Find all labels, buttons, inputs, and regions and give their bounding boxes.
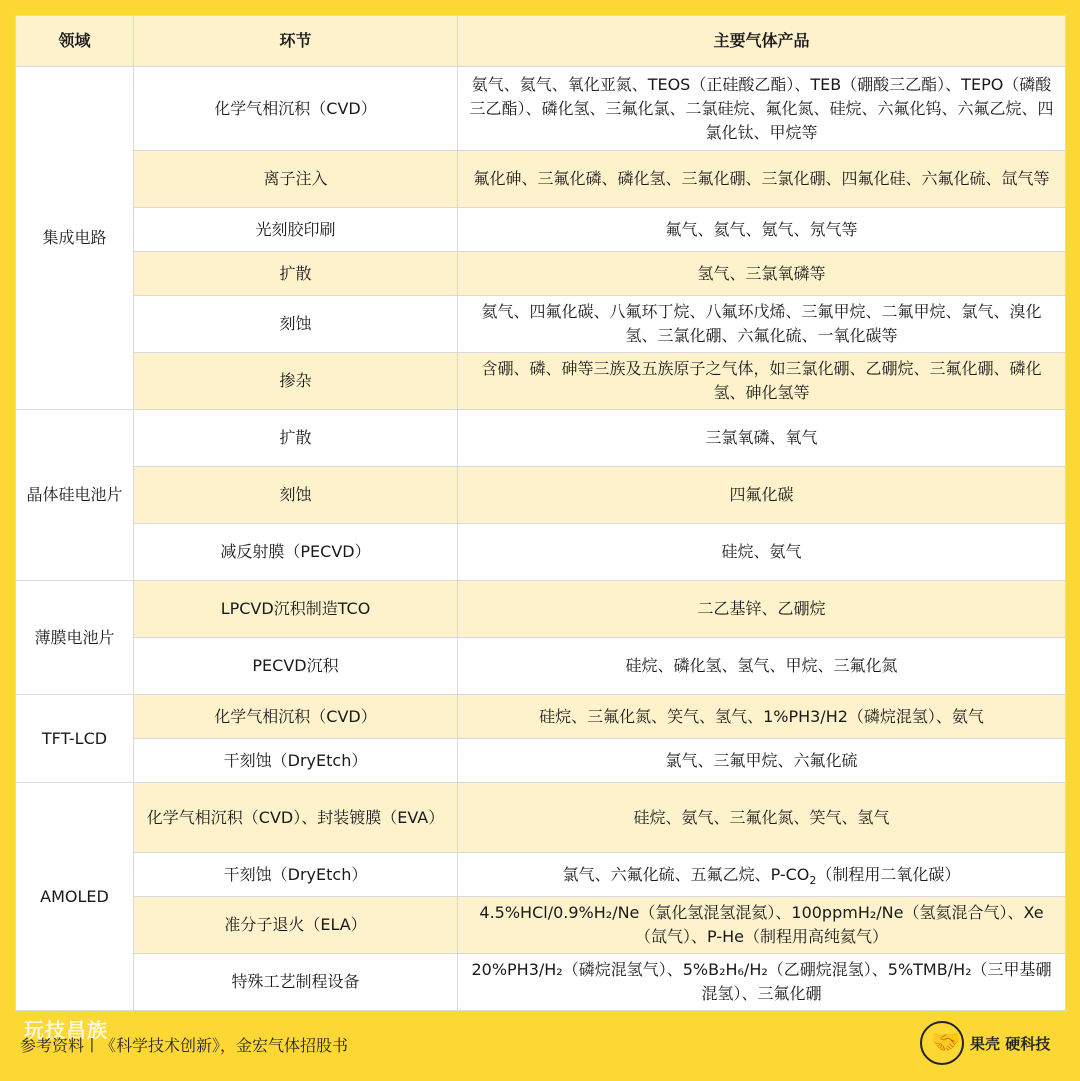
gas-text: 氯气、六氟化硫、五氟乙烷、P-CO bbox=[562, 864, 810, 884]
watermark-text: 玩技昌族 bbox=[24, 1018, 108, 1042]
table-row bbox=[16, 296, 1066, 353]
stage-cell: 离子注入 bbox=[134, 151, 458, 208]
stage-cell: 刻蚀 bbox=[134, 467, 458, 524]
gas-cell: 硅烷、磷化氢、氢气、甲烷、三氟化氮 bbox=[458, 638, 1066, 695]
table-row bbox=[16, 853, 1066, 897]
domain-cell-amoled: AMOLED bbox=[16, 783, 134, 1011]
header-stage: 环节 bbox=[134, 16, 458, 67]
stage-cell: 化学气相沉积（CVD）、封装镀膜（EVA） bbox=[134, 783, 458, 853]
stage-cell: PECVD沉积 bbox=[134, 638, 458, 695]
brand-badge bbox=[920, 1021, 1050, 1065]
gas-cell: 硅烷、氨气、三氟化氮、笑气、氢气 bbox=[458, 783, 1066, 853]
stage-cell: 化学气相沉积（CVD） bbox=[134, 695, 458, 739]
gas-cell: 氦气、四氟化碳、八氟环丁烷、八氟环戊烯、三氟甲烷、二氟甲烷、氯气、溴化氢、三氯化硼、六氟化硫、一氧化碳等 bbox=[458, 296, 1066, 353]
stage-cell: 干刻蚀（DryEtch） bbox=[134, 853, 458, 897]
gas-cell: 氯气、三氟甲烷、六氟化硫 bbox=[458, 739, 1066, 783]
table-row bbox=[16, 954, 1066, 1011]
domain-cell-thin: 薄膜电池片 bbox=[16, 581, 134, 695]
stage-cell: 刻蚀 bbox=[134, 296, 458, 353]
domain-cell-tft: TFT-LCD bbox=[16, 695, 134, 783]
table-row bbox=[16, 524, 1066, 581]
table-row bbox=[16, 783, 1066, 853]
gas-products-table bbox=[15, 15, 1066, 1011]
stage-cell: 减反射膜（PECVD） bbox=[134, 524, 458, 581]
source-footnote: 参考资料丨《科学技术创新》，金宏气体招股书 bbox=[20, 1036, 349, 1055]
gas-cell: 含硼、磷、砷等三族及五族原子之气体，如三氯化硼、乙硼烷、三氟化硼、磷化氢、砷化氢等 bbox=[458, 353, 1066, 410]
stage-cell: 扩散 bbox=[134, 252, 458, 296]
stage-cell: 干刻蚀（DryEtch） bbox=[134, 739, 458, 783]
gas-cell: 氨气、氦气、氧化亚氮、TEOS（正硅酸乙酯）、TEB（硼酸三乙酯）、TEPO（磷酸三乙酯）、磷化氢、三氟化氯、二氯硅烷、氟化氮、硅烷、六氟化钨、六氟乙烷、四氯化钛、甲烷等 bbox=[458, 67, 1066, 151]
table-row bbox=[16, 353, 1066, 410]
stage-cell: 化学气相沉积（CVD） bbox=[134, 67, 458, 151]
header-domain: 领域 bbox=[16, 16, 134, 67]
stage-cell: 特殊工艺制程设备 bbox=[134, 954, 458, 1011]
gas-cell: 硅烷、三氟化氮、笑气、氢气、1%PH3/H2（磷烷混氢）、氨气 bbox=[458, 695, 1066, 739]
stage-cell: LPCVD沉积制造TCO bbox=[134, 581, 458, 638]
table-row bbox=[16, 467, 1066, 524]
header-gas: 主要气体产品 bbox=[458, 16, 1066, 67]
gas-cell: 4.5%HCl/0.9%H₂/Ne（氯化氢混氢混氦）、100ppmH₂/Ne（氢氦混合气）、Xe（氙气）、P-He（制程用高纯氦气） bbox=[458, 897, 1066, 954]
handshake-logo-icon: 🤝 bbox=[920, 1021, 964, 1065]
gas-cell: 三氯氧磷、氧气 bbox=[458, 410, 1066, 467]
table-row bbox=[16, 695, 1066, 739]
table-row bbox=[16, 252, 1066, 296]
stage-cell: 扩散 bbox=[134, 410, 458, 467]
table-row bbox=[16, 581, 1066, 638]
gas-cell: 二乙基锌、乙硼烷 bbox=[458, 581, 1066, 638]
table-header-row bbox=[16, 16, 1066, 67]
stage-cell: 准分子退火（ELA） bbox=[134, 897, 458, 954]
subscript: 2 bbox=[809, 873, 817, 887]
table-row bbox=[16, 208, 1066, 252]
gas-cell: 氢气、三氯氧磷等 bbox=[458, 252, 1066, 296]
stage-cell: 光刻胶印刷 bbox=[134, 208, 458, 252]
domain-cell-ic: 集成电路 bbox=[16, 67, 134, 410]
table-row bbox=[16, 638, 1066, 695]
table-row bbox=[16, 151, 1066, 208]
table-row bbox=[16, 67, 1066, 151]
gas-text: （制程用二氧化碳） bbox=[816, 864, 961, 884]
gas-cell: 四氟化碳 bbox=[458, 467, 1066, 524]
stage-cell: 掺杂 bbox=[134, 353, 458, 410]
table-row bbox=[16, 897, 1066, 954]
gas-cell: 氟气、氦气、氪气、氖气等 bbox=[458, 208, 1066, 252]
table-row bbox=[16, 739, 1066, 783]
brand-name: 果壳 硬科技 bbox=[970, 1034, 1051, 1053]
domain-cell-crystal: 晶体硅电池片 bbox=[16, 410, 134, 581]
gas-cell: 硅烷、氨气 bbox=[458, 524, 1066, 581]
table-row bbox=[16, 410, 1066, 467]
gas-cell: 氟化砷、三氟化磷、磷化氢、三氟化硼、三氯化硼、四氟化硅、六氟化硫、氙气等 bbox=[458, 151, 1066, 208]
gas-cell: 20%PH3/H₂（磷烷混氢气）、5%B₂H₆/H₂（乙硼烷混氢）、5%TMB/H₂（三甲基硼混氢）、三氟化硼 bbox=[458, 954, 1066, 1011]
gas-cell bbox=[458, 853, 1066, 897]
gas-table-container bbox=[15, 15, 1065, 1011]
